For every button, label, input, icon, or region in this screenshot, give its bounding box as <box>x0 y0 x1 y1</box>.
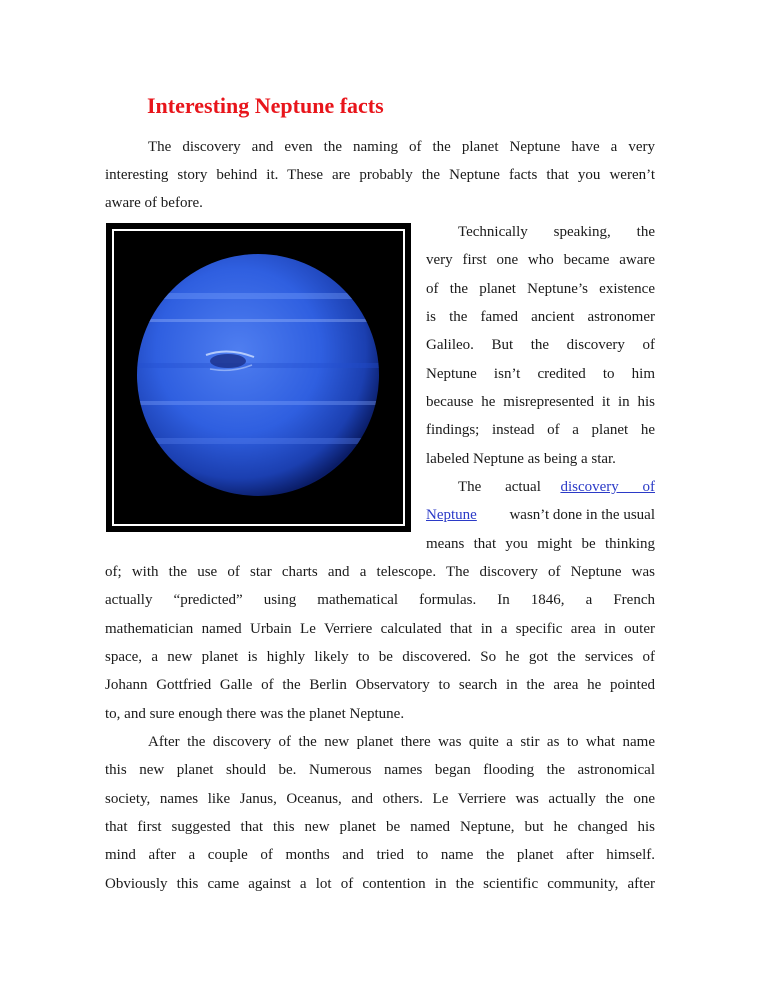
paragraph-line: findings; instead of a planet he <box>426 422 655 438</box>
discovery-of-neptune-link[interactable]: discovery of <box>560 479 655 495</box>
paragraph-line: Obviously this came against a lot of contention in the scientific community, after <box>105 876 655 892</box>
line-text: The actual <box>458 479 541 495</box>
paragraph-line: mind after a couple of months and tried to name the planet after himself. <box>105 847 655 863</box>
paragraph-line: very first one who became aware <box>426 252 655 268</box>
paragraph-line: society, names like Janus, Oceanus, and others. Le Verriere was actually the one <box>105 791 655 807</box>
line-text: wasn’t done in the usual <box>509 507 655 523</box>
paragraph-line: interesting story behind it. These are probably the Neptune facts that you weren’t <box>105 167 655 183</box>
paragraph-line: because he misrepresented it in his <box>426 394 655 410</box>
document-title: Interesting Neptune facts <box>147 93 384 118</box>
paragraph-line: Johann Gottfried Galle of the Berlin Observatory to search in the area he pointed <box>105 677 655 693</box>
paragraph-line: is the famed ancient astronomer <box>426 309 655 325</box>
paragraph-line <box>426 505 655 525</box>
paragraph-line: of; with the use of star charts and a telescope. The discovery of Neptune was <box>105 564 655 580</box>
paragraph-line: to, and sure enough there was the planet Neptune. <box>105 706 405 722</box>
paragraph-line <box>458 477 655 497</box>
paragraph-line: that first suggested that this new planet be named Neptune, but he changed his <box>105 819 655 835</box>
paragraph-line: mathematician named Urbain Le Verriere calculated that in a specific area in outer <box>105 621 655 637</box>
paragraph-line: After the discovery of the new planet there was quite a stir as to what name <box>148 734 655 750</box>
paragraph-line: this new planet should be. Numerous names began flooding the astronomical <box>105 762 655 778</box>
paragraph-line: aware of before. <box>105 195 203 211</box>
neptune-image <box>106 223 411 532</box>
paragraph-line: labeled Neptune as being a star. <box>426 451 616 467</box>
neptune-link[interactable]: Neptune <box>426 507 477 523</box>
paragraph-line: means that you might be thinking <box>426 536 655 552</box>
paragraph-line: Technically speaking, the <box>458 224 655 240</box>
paragraph-line: actually “predicted” using mathematical formulas. In 1846, a French <box>105 592 655 608</box>
paragraph-line: Galileo. But the discovery of <box>426 337 655 353</box>
paragraph-line: space, a new planet is highly likely to be discovered. So he got the services of <box>105 649 655 665</box>
paragraph-line: The discovery and even the naming of the planet Neptune have a very <box>148 139 655 155</box>
neptune-planet-graphic <box>106 223 411 532</box>
paragraph-line: Neptune isn’t credited to him <box>426 366 655 382</box>
paragraph-line: of the planet Neptune’s existence <box>426 281 655 297</box>
